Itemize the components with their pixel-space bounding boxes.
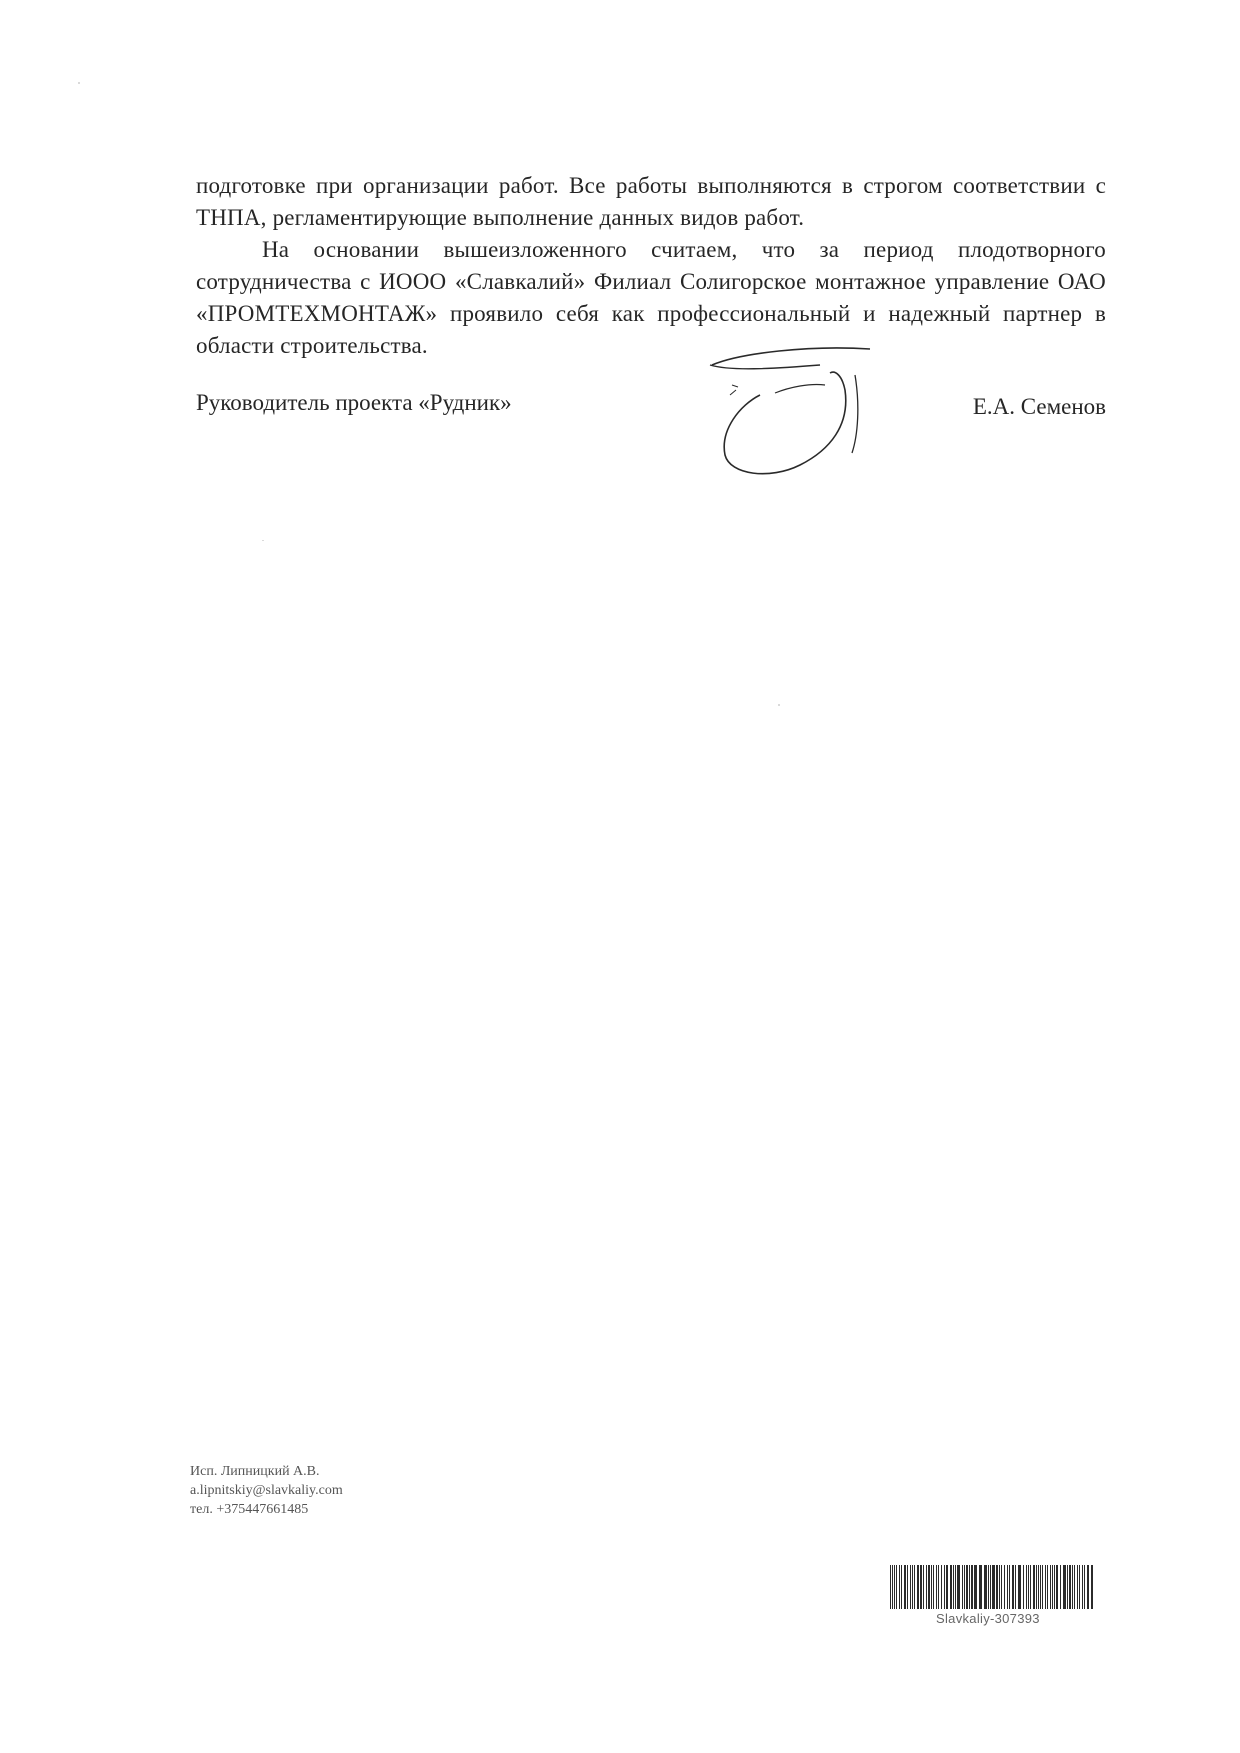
barcode-image bbox=[888, 1565, 1098, 1609]
barcode-bar bbox=[1030, 1565, 1031, 1609]
barcode-bar bbox=[1056, 1565, 1058, 1609]
barcode-bar bbox=[1067, 1565, 1068, 1609]
barcode-bar bbox=[953, 1565, 954, 1609]
barcode-bar bbox=[988, 1565, 989, 1609]
barcode-bar bbox=[1038, 1565, 1039, 1609]
barcode-bar bbox=[912, 1565, 913, 1609]
barcode-bar bbox=[1091, 1565, 1093, 1609]
barcode-bar bbox=[1060, 1565, 1061, 1609]
paragraph-1: подготовке при организации работ. Все работы выполняются в строгом соответствии с ТНПА, регламентирующие выполнение данных видов работ. bbox=[196, 173, 1106, 230]
barcode-bar bbox=[1026, 1565, 1027, 1609]
barcode-bar bbox=[1045, 1565, 1046, 1609]
barcode-bar bbox=[941, 1565, 942, 1609]
barcode-bar bbox=[966, 1565, 968, 1609]
barcode-bar bbox=[1047, 1565, 1048, 1609]
barcode-bar bbox=[917, 1565, 919, 1609]
barcode-bar bbox=[890, 1565, 891, 1609]
barcode-bar bbox=[1028, 1565, 1029, 1609]
barcode-block bbox=[888, 1565, 1100, 1635]
barcode-bar bbox=[969, 1565, 970, 1609]
barcode-bar bbox=[1072, 1565, 1073, 1609]
barcode-bar bbox=[1012, 1565, 1014, 1609]
barcode-bar bbox=[910, 1565, 911, 1609]
executor-info bbox=[190, 1462, 343, 1519]
executor-name: Исп. Липницкий А.В. bbox=[190, 1464, 320, 1479]
barcode-bar bbox=[899, 1565, 900, 1609]
barcode-bar bbox=[1052, 1565, 1053, 1609]
barcode-bar bbox=[1077, 1565, 1078, 1609]
barcode-bar bbox=[928, 1565, 930, 1609]
scan-speck bbox=[262, 540, 264, 541]
barcode-bar bbox=[1069, 1565, 1071, 1609]
barcode-label: Slavkaliy-307393 bbox=[936, 1611, 1040, 1626]
barcode-bar bbox=[1087, 1565, 1089, 1609]
barcode-bar bbox=[990, 1565, 991, 1609]
barcode-bar bbox=[1007, 1565, 1008, 1609]
executor-email: a.lipnitskiy@slavkaliy.com bbox=[190, 1483, 343, 1498]
handwritten-signature-image bbox=[700, 335, 880, 485]
barcode-bar bbox=[971, 1565, 973, 1609]
barcode-bar bbox=[914, 1565, 915, 1609]
barcode-bar bbox=[904, 1565, 906, 1609]
barcode-bar bbox=[955, 1565, 956, 1609]
barcode-bar bbox=[907, 1565, 908, 1609]
barcode-bar bbox=[950, 1565, 952, 1609]
barcode-bar bbox=[926, 1565, 927, 1609]
barcode-bar bbox=[996, 1565, 998, 1609]
barcode-bar bbox=[933, 1565, 934, 1609]
barcode-bar bbox=[984, 1565, 987, 1609]
barcode-bar bbox=[962, 1565, 963, 1609]
barcode-bar bbox=[979, 1565, 982, 1609]
barcode-bar bbox=[923, 1565, 924, 1609]
barcode-bar bbox=[964, 1565, 965, 1609]
barcode-bar bbox=[1050, 1565, 1051, 1609]
barcode-bar bbox=[894, 1565, 895, 1609]
barcode-bar bbox=[974, 1565, 977, 1609]
barcode-bar bbox=[901, 1565, 902, 1609]
barcode-bar bbox=[1079, 1565, 1080, 1609]
barcode-bar bbox=[992, 1565, 995, 1609]
barcode-bar bbox=[920, 1565, 922, 1609]
barcode-bar bbox=[946, 1565, 948, 1609]
barcode-bar bbox=[896, 1565, 897, 1609]
barcode-bar bbox=[936, 1565, 937, 1609]
barcode-bar bbox=[931, 1565, 932, 1609]
barcode-bar bbox=[1023, 1565, 1024, 1609]
barcode-bar bbox=[1033, 1565, 1035, 1609]
paragraph-2: На основании вышеизложенного считаем, что за период плодотворного сотрудничества с ИООО «Славкалий» Филиал Солигорское монтажное управление ОАО «ПРОМТЕХМОНТАЖ» проявило себя как профессиональный и надежный партнер в области строительства. bbox=[196, 237, 1106, 358]
barcode-bar bbox=[1063, 1565, 1066, 1609]
barcode-bar bbox=[1036, 1565, 1037, 1609]
executor-phone: тел. +375447661485 bbox=[190, 1502, 309, 1517]
barcode-bar bbox=[1001, 1565, 1002, 1609]
barcode-bar bbox=[944, 1565, 945, 1609]
signature-block bbox=[196, 390, 1106, 430]
barcode-bar bbox=[1018, 1565, 1021, 1609]
signatory-name: Е.А. Семенов bbox=[972, 394, 1106, 419]
barcode-bar bbox=[1042, 1565, 1043, 1609]
barcode-bar bbox=[1040, 1565, 1041, 1609]
barcode-bar bbox=[1004, 1565, 1005, 1609]
barcode-bar bbox=[938, 1565, 939, 1609]
letter-body bbox=[196, 170, 1106, 362]
scan-speck bbox=[78, 82, 80, 84]
barcode-bar bbox=[1074, 1565, 1075, 1609]
barcode-bar bbox=[892, 1565, 893, 1609]
barcode-bar bbox=[1082, 1565, 1083, 1609]
signatory-title: Руководитель проекта «Рудник» bbox=[196, 390, 512, 415]
barcode-bar bbox=[957, 1565, 960, 1609]
barcode-bar bbox=[1054, 1565, 1055, 1609]
barcode-bar bbox=[1084, 1565, 1085, 1609]
barcode-bar bbox=[999, 1565, 1000, 1609]
scan-speck bbox=[778, 704, 780, 706]
barcode-bar bbox=[1009, 1565, 1010, 1609]
barcode-bar bbox=[1015, 1565, 1016, 1609]
